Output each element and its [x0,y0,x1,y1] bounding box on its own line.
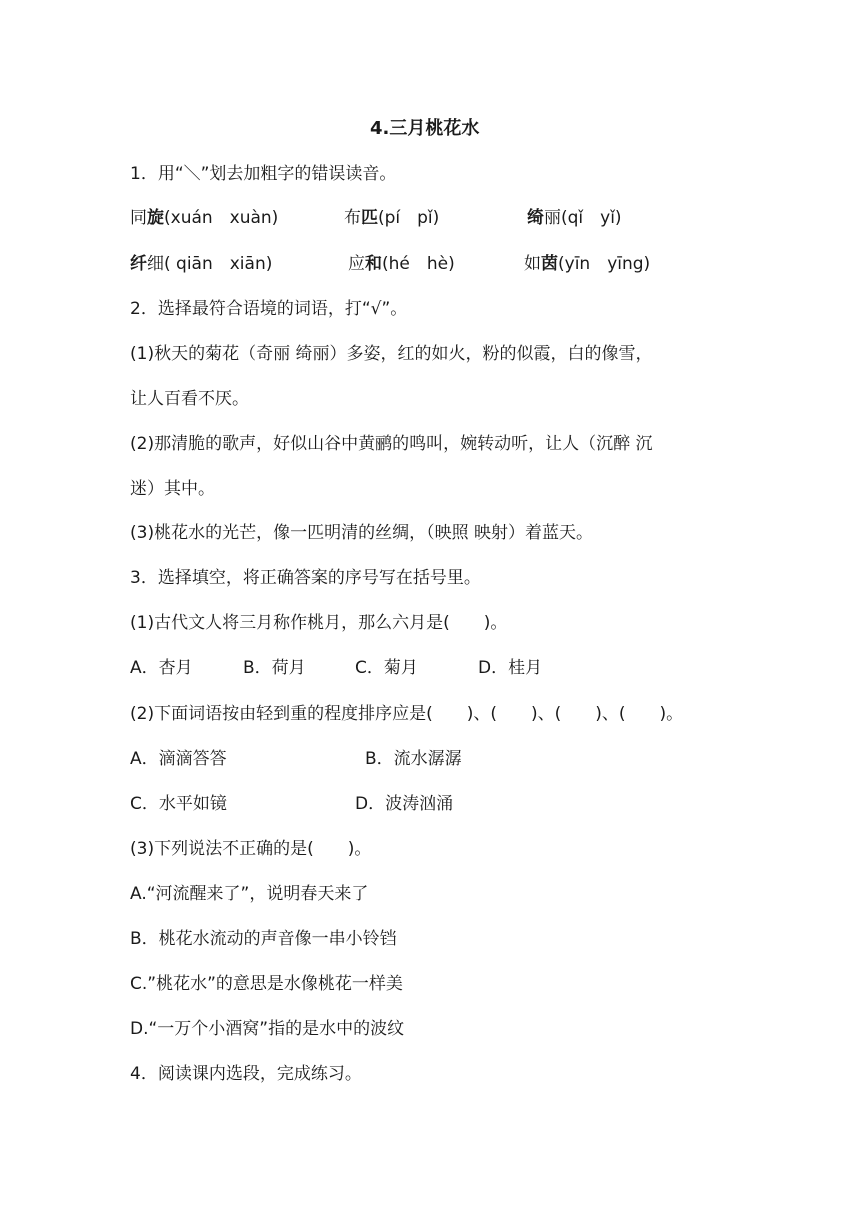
option: D．波涛汹涌 [355,794,454,814]
option: C.”桃花水”的意思是水像桃花一样美 [130,974,403,994]
q1-item [130,206,278,230]
pinyin-choices: (qǐ yǐ) [561,208,622,228]
page-title: 4.三月桃花水 [370,118,480,139]
q1-item [524,252,650,276]
q1-stem: 1．用“＼”划去加粗字的错误读音。 [130,164,397,184]
item-prefix: 如 [524,254,541,274]
item-prefix: 同 [130,208,147,228]
q2-sentence-2-cont: 迷）其中。 [130,479,215,499]
item-suffix: 细 [147,254,164,274]
q1-item [344,206,439,230]
q3-stem: 3．选择填空，将正确答案的序号写在括号里。 [130,568,481,588]
option: A．杏月 [130,658,193,678]
option: D.“一万个小酒窝”指的是水中的波纹 [130,1019,405,1039]
q3-part-2: (2)下面词语按由轻到重的程度排序应是( )、( )、( )、( )。 [130,704,684,724]
option: A.“河流醒来了”，说明春天来了 [130,884,369,904]
pinyin-choices: ( qiān xiān) [164,254,273,274]
pinyin-choices: (pí pǐ) [378,208,440,228]
q3-part-3: (3)下列说法不正确的是( )。 [130,839,372,859]
item-prefix: 应 [348,254,365,274]
option: B．流水潺潺 [365,749,462,769]
bold-char: 旋 [147,208,164,228]
bold-char: 纤 [130,254,147,274]
pinyin-choices: (yīn yīng) [558,254,651,274]
q3-part-1: (1)古代文人将三月称作桃月，那么六月是( )。 [130,613,508,633]
option: C．水平如镜 [130,794,227,814]
q2-sentence-1: (1)秋天的菊花（奇丽 绮丽）多姿，红的如火，粉的似霞，白的像雪， [130,344,653,364]
item-suffix: 丽 [544,208,561,228]
item-prefix: 布 [344,208,361,228]
option: D．桂月 [478,658,543,678]
bold-char: 茵 [541,254,558,274]
q2-sentence-1-cont: 让人百看不厌。 [130,389,249,409]
option: B．桃花水流动的声音像一串小铃铛 [130,929,397,949]
bold-char: 匹 [361,208,378,228]
q2-sentence-3: (3)桃花水的光芒，像一匹明清的丝绸，（映照 映射）着蓝天。 [130,523,593,543]
option: B．荷月 [243,658,306,678]
option: A．滴滴答答 [130,749,227,769]
q1-item [130,252,272,276]
q1-item [348,252,455,276]
q2-stem: 2．选择最符合语境的词语，打“√”。 [130,299,408,319]
q1-item [527,206,622,230]
q4-stem: 4．阅读课内选段，完成练习。 [130,1064,362,1084]
bold-char: 绮 [527,208,544,228]
option: C．菊月 [355,658,418,678]
pinyin-choices: (hé hè) [382,254,455,274]
q2-sentence-2: (2)那清脆的歌声，好似山谷中黄鹂的鸣叫，婉转动听，让人（沉醉 沉 [130,434,653,454]
pinyin-choices: (xuán xuàn) [164,208,279,228]
bold-char: 和 [365,254,382,274]
